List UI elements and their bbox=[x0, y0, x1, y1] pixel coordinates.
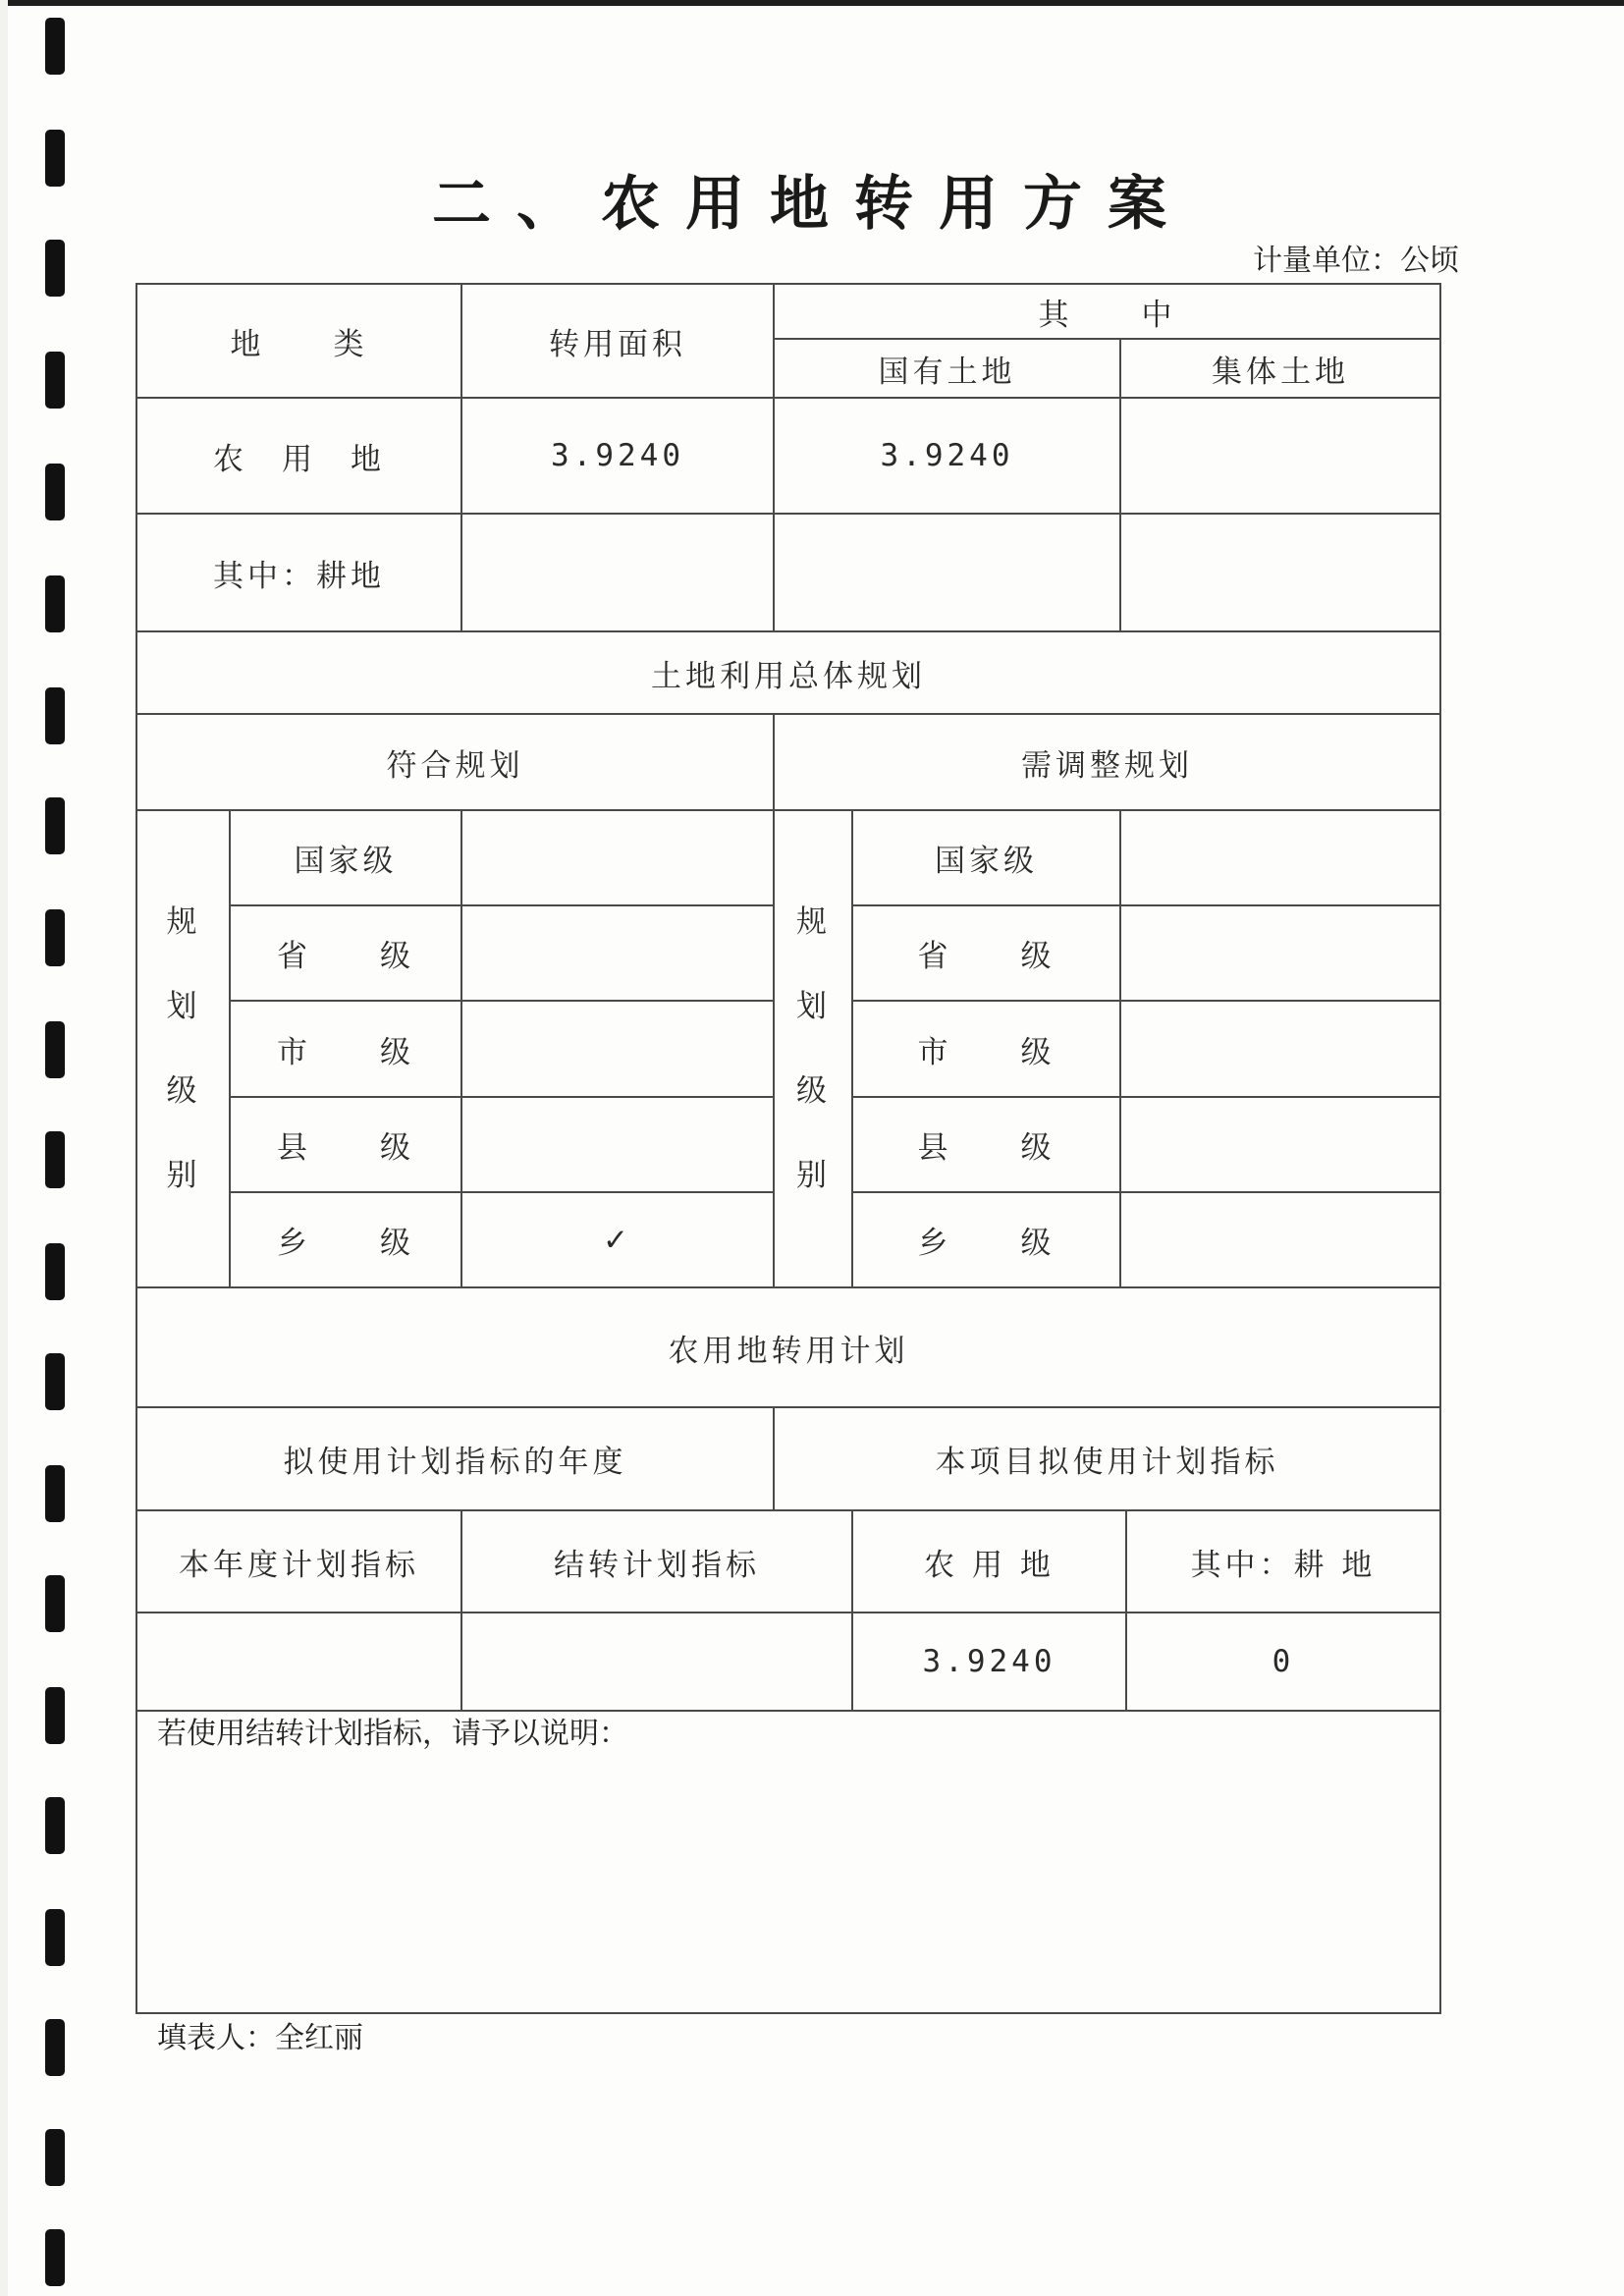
binding-hole bbox=[45, 1797, 65, 1854]
scan-top-edge bbox=[0, 0, 1624, 6]
conform-level-county: 县 级 bbox=[230, 1097, 461, 1192]
conform-level-city: 市 级 bbox=[230, 1001, 461, 1097]
farmland-area-value: 3.9240 bbox=[461, 398, 774, 514]
conform-county-mark bbox=[461, 1097, 774, 1192]
adjust-level-county: 县 级 bbox=[852, 1097, 1120, 1192]
scan-left-edge bbox=[0, 0, 8, 2296]
binding-hole bbox=[45, 1687, 65, 1744]
conform-level-category bbox=[136, 810, 230, 1287]
conform-township-checkmark: ✓ bbox=[461, 1192, 774, 1287]
binding-hole bbox=[45, 1131, 65, 1188]
conform-plan-header: 符合规划 bbox=[136, 714, 774, 810]
farmland-state-value: 3.9240 bbox=[774, 398, 1120, 514]
row-label-farmland: 农 用 地 bbox=[136, 398, 461, 514]
this-year-indicator-value bbox=[136, 1613, 461, 1711]
note-box bbox=[136, 1711, 1440, 2013]
arable-indicator-header: 其中：耕 地 bbox=[1126, 1510, 1440, 1613]
binding-hole bbox=[45, 1909, 65, 1966]
farmland-indicator-value: 3.9240 bbox=[852, 1613, 1126, 1711]
carryover-indicator-header: 结转计划指标 bbox=[461, 1510, 852, 1613]
land-type-header: 地 类 bbox=[136, 284, 461, 398]
adjust-level-category-text: 规划级别 bbox=[795, 904, 831, 1193]
arable-area-value bbox=[461, 514, 774, 631]
carryover-note-label: 若使用结转计划指标，请予以说明： bbox=[157, 1717, 628, 1751]
conform-national-mark bbox=[461, 810, 774, 905]
binding-hole bbox=[45, 18, 65, 75]
project-indicator-header: 本项目拟使用计划指标 bbox=[774, 1407, 1440, 1510]
conform-level-national: 国家级 bbox=[230, 810, 461, 905]
adjust-city-mark bbox=[1120, 1001, 1440, 1097]
conform-level-category-text: 规划级别 bbox=[166, 904, 201, 1193]
adjust-township-mark bbox=[1120, 1192, 1440, 1287]
conform-level-township: 乡 级 bbox=[230, 1192, 461, 1287]
binding-hole bbox=[45, 464, 65, 520]
binding-hole bbox=[45, 240, 65, 297]
binding-hole bbox=[45, 909, 65, 966]
area-header: 转用面积 bbox=[461, 284, 774, 398]
adjust-level-national: 国家级 bbox=[852, 810, 1120, 905]
adjust-plan-header: 需调整规划 bbox=[774, 714, 1440, 810]
adjust-level-city: 市 级 bbox=[852, 1001, 1120, 1097]
adjust-level-category bbox=[774, 810, 852, 1287]
row-label-arable: 其中：耕地 bbox=[136, 514, 461, 631]
page-title: 二、农用地转用方案 bbox=[432, 170, 1192, 239]
farmland-indicator-header: 农 用 地 bbox=[852, 1510, 1126, 1613]
form-filler: 填表人：全红丽 bbox=[157, 2021, 363, 2055]
binding-hole bbox=[45, 1243, 65, 1300]
adjust-province-mark bbox=[1120, 905, 1440, 1001]
year-indicator-header: 拟使用计划指标的年度 bbox=[136, 1407, 774, 1510]
carryover-indicator-value bbox=[461, 1613, 852, 1711]
binding-hole bbox=[45, 1021, 65, 1078]
conform-province-mark bbox=[461, 905, 774, 1001]
adjust-county-mark bbox=[1120, 1097, 1440, 1192]
binding-hole bbox=[45, 352, 65, 409]
farmland-collective-value bbox=[1120, 398, 1440, 514]
binding-hole bbox=[45, 1575, 65, 1632]
arable-indicator-value: 0 bbox=[1126, 1613, 1440, 1711]
plan-section-title: 土地利用总体规划 bbox=[136, 631, 1440, 714]
binding-hole bbox=[45, 1353, 65, 1410]
binding-hole bbox=[45, 575, 65, 632]
conform-city-mark bbox=[461, 1001, 774, 1097]
adjust-level-province: 省 级 bbox=[852, 905, 1120, 1001]
adjust-level-township: 乡 级 bbox=[852, 1192, 1120, 1287]
arable-collective-value bbox=[1120, 514, 1440, 631]
collective-land-header: 集体土地 bbox=[1120, 339, 1440, 398]
binding-hole bbox=[45, 797, 65, 854]
conform-level-province: 省 级 bbox=[230, 905, 461, 1001]
binding-hole bbox=[45, 2129, 65, 2186]
unit-label: 计量单位：公顷 bbox=[1253, 244, 1459, 278]
arable-state-value bbox=[774, 514, 1120, 631]
adjust-national-mark bbox=[1120, 810, 1440, 905]
conversion-plan-title: 农用地转用计划 bbox=[136, 1287, 1440, 1407]
binding-hole bbox=[45, 1465, 65, 1522]
this-year-indicator-header: 本年度计划指标 bbox=[136, 1510, 461, 1613]
among-header: 其 中 bbox=[774, 284, 1440, 339]
binding-hole bbox=[45, 687, 65, 744]
binding-hole bbox=[45, 2229, 65, 2286]
conversion-form-table bbox=[135, 283, 1441, 2014]
binding-hole bbox=[45, 2019, 65, 2076]
state-land-header: 国有土地 bbox=[774, 339, 1120, 398]
